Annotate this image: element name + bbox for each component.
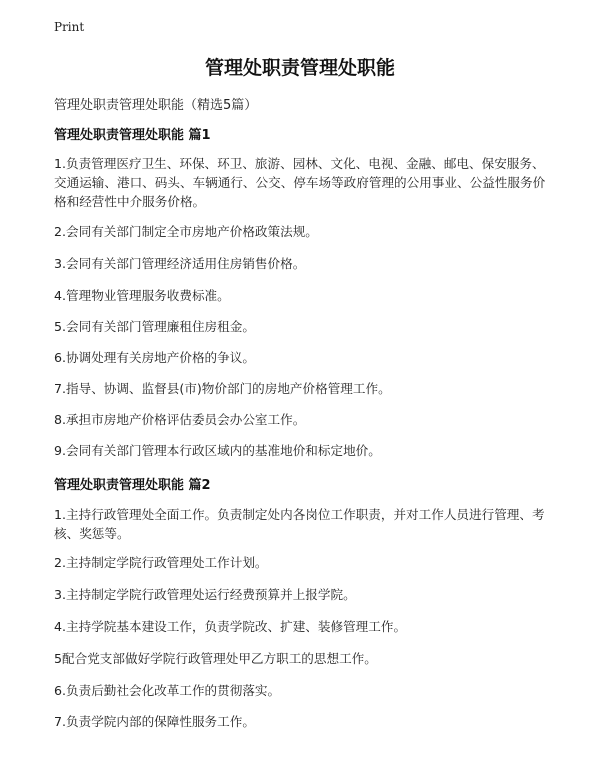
section-heading-2: 管理处职责管理处职能 篇2 <box>54 478 211 493</box>
list-item: 9.会同有关部门管理本行政区域内的基准地价和标定地价。 <box>54 443 381 458</box>
section-heading-1: 管理处职责管理处职能 篇1 <box>54 128 211 143</box>
list-item: 3.会同有关部门管理经济适用住房销售价格。 <box>54 256 306 271</box>
list-item: 3.主持制定学院行政管理处运行经费预算并上报学院。 <box>54 587 356 602</box>
print-label: Print <box>54 20 85 34</box>
list-item: 5.会同有关部门管理廉租住房租金。 <box>54 319 255 334</box>
list-item: 1.主持行政管理处全面工作。负责制定处内各岗位工作职责，并对工作人员进行管理、考核、奖惩等。 <box>54 507 545 541</box>
list-item: 4.主持学院基本建设工作，负责学院改、扩建、装修管理工作。 <box>54 619 407 634</box>
document-title: 管理处职责管理处职能 <box>204 57 395 79</box>
list-item: 7.负责学院内部的保障性服务工作。 <box>54 714 255 729</box>
list-item: 2.会同有关部门制定全市房地产价格政策法规。 <box>54 224 318 239</box>
list-item: 6.协调处理有关房地产价格的争议。 <box>54 350 255 365</box>
list-item: 5配合党支部做好学院行政管理处甲乙方职工的思想工作。 <box>54 651 377 666</box>
list-item: 6.负责后勤社会化改革工作的贯彻落实。 <box>54 683 281 698</box>
list-item: 8.承担市房地产价格评估委员会办公室工作。 <box>54 412 306 427</box>
document-subtitle: 管理处职责管理处职能（精选5篇） <box>54 98 258 113</box>
list-item: 7.指导、协调、监督县(市)物价部门的房地产价格管理工作。 <box>54 381 391 396</box>
list-item: 4.管理物业管理服务收费标准。 <box>54 288 230 303</box>
list-item: 2.主持制定学院行政管理处工作计划。 <box>54 555 268 570</box>
list-item: 1.负责管理医疗卫生、环保、环卫、旅游、园林、文化、电视、金融、邮电、保安服务、交通运输、港口、码头、车辆通行、公交、停车场等政府管理的公用事业、公益性服务价格和经营性中介服务价格。 <box>54 156 546 209</box>
